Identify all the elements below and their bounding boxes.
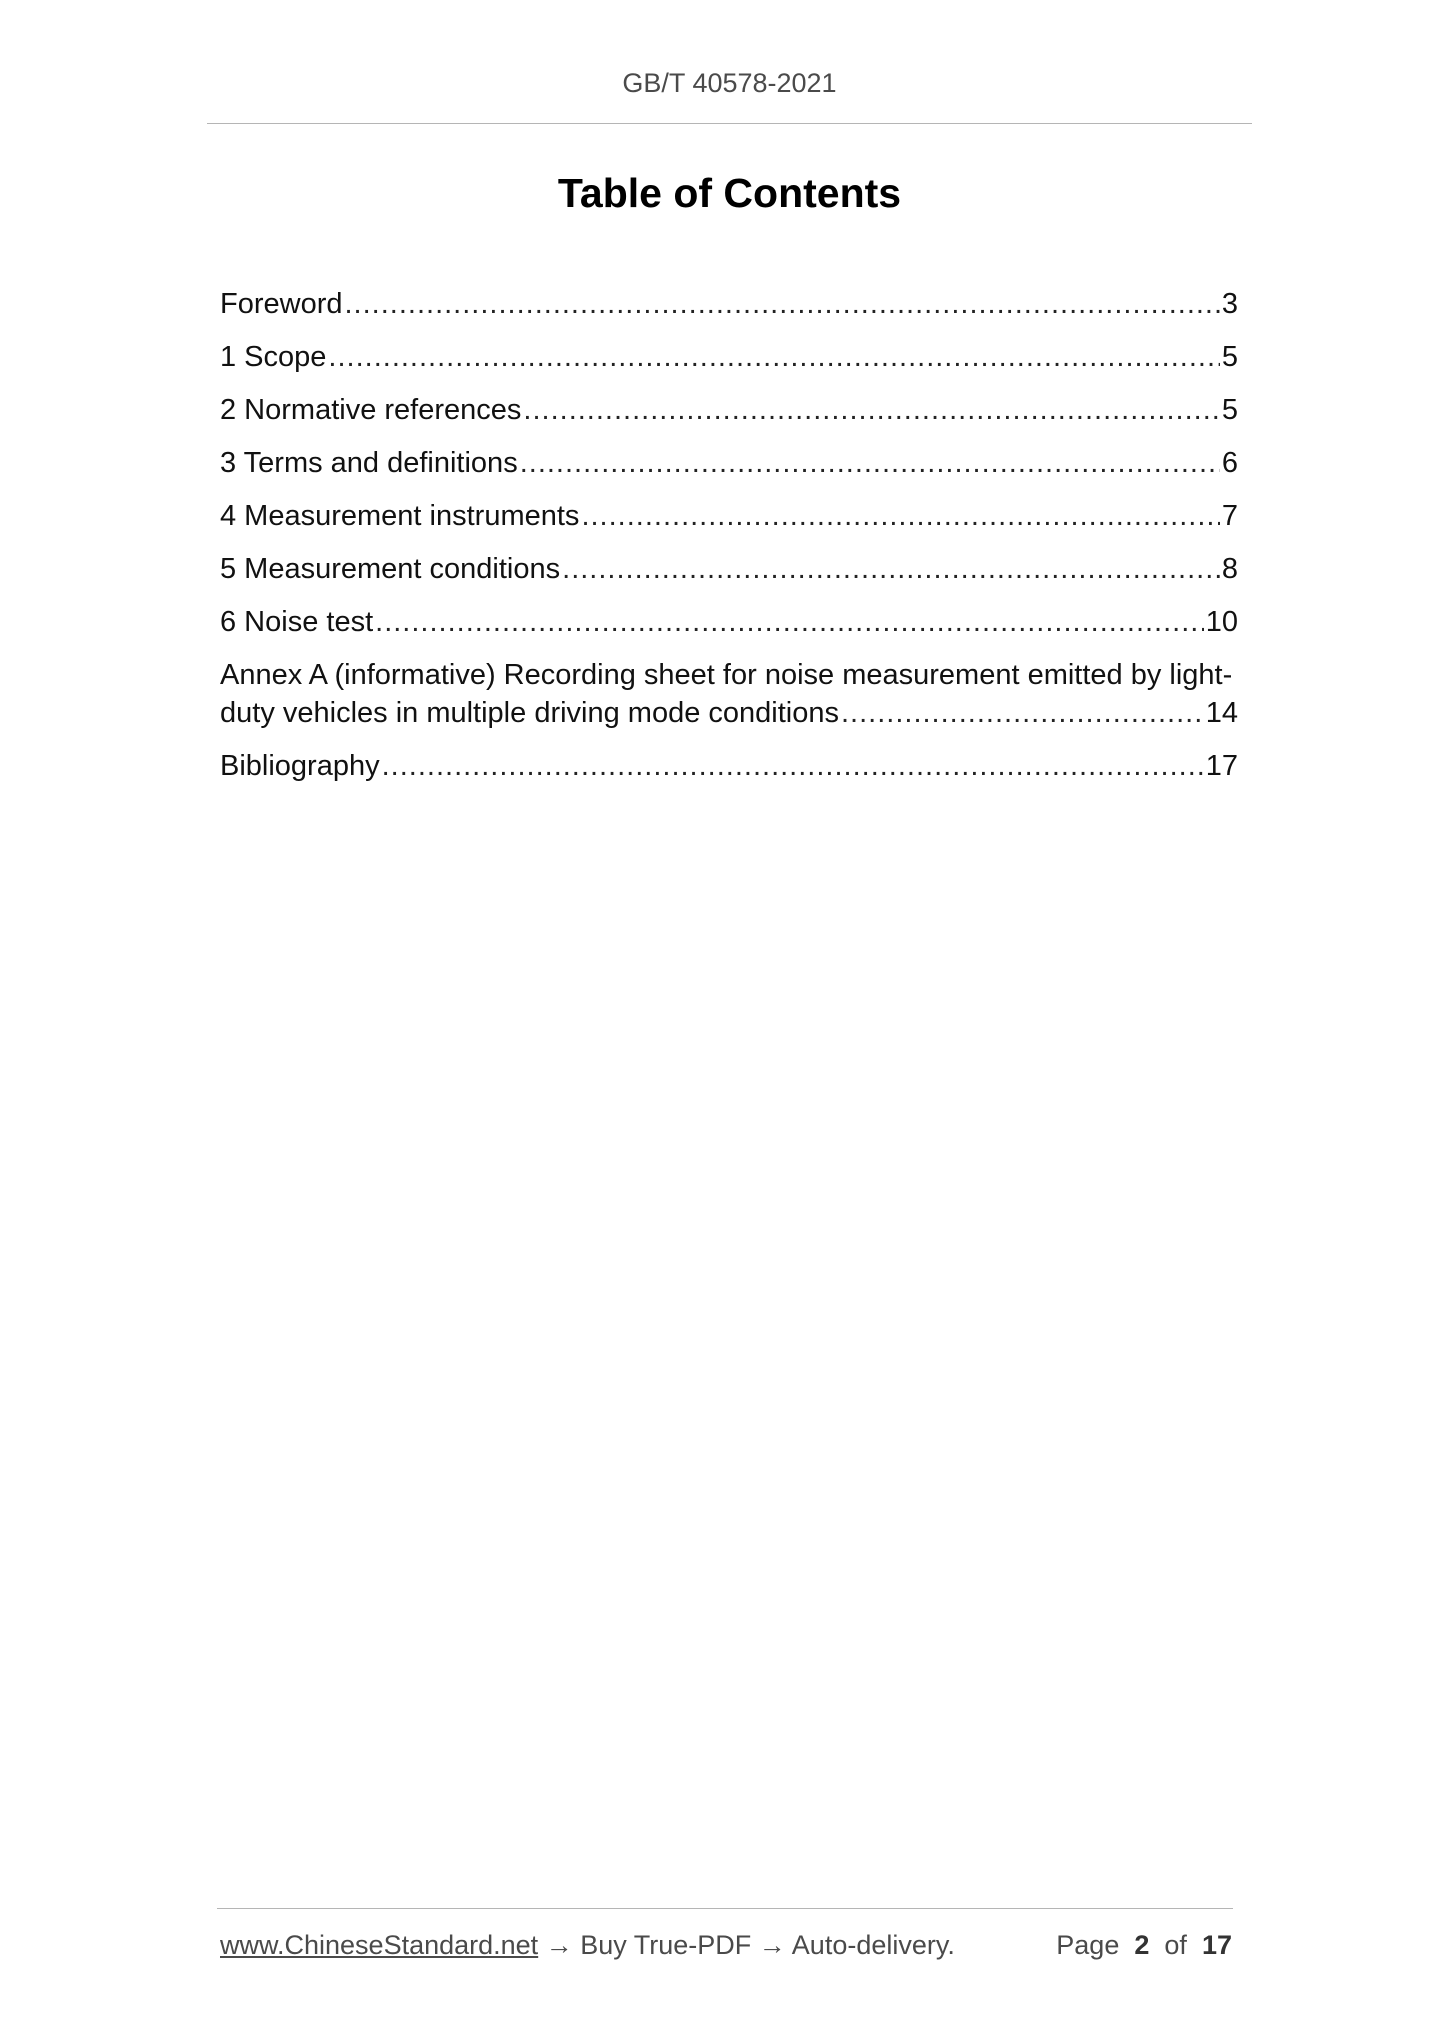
- dot-leader: [382, 747, 1204, 785]
- dot-leader: [562, 550, 1220, 588]
- dot-leader: [841, 694, 1204, 732]
- toc-entry-foreword[interactable]: [220, 285, 1238, 338]
- toc-entry-page: 7: [1221, 500, 1238, 532]
- dot-leader: [345, 285, 1220, 323]
- page-number: [1056, 1930, 1232, 1961]
- toc-entry-page: 5: [1221, 394, 1238, 426]
- footer-promo: [220, 1930, 955, 1961]
- page-total: 17: [1201, 1930, 1232, 1960]
- toc-entry-label: 3 Terms and definitions: [220, 447, 518, 479]
- website-link[interactable]: www.ChineseStandard.net: [220, 1930, 539, 1960]
- toc-entry-page: 14: [1205, 697, 1238, 729]
- toc-entry-label-line1: Annex A (informative) Recording sheet for noise measurement emitted by light-: [220, 659, 1233, 691]
- toc-entry-page: 10: [1205, 606, 1238, 638]
- footer-divider: [217, 1908, 1233, 1909]
- arrow-right-icon: →: [545, 1930, 573, 1960]
- toc-entry-label: Foreword: [220, 288, 343, 320]
- arrow-right-icon: →: [758, 1930, 786, 1960]
- page-footer: [220, 1930, 1232, 1970]
- toc-entry-scope[interactable]: [220, 338, 1238, 391]
- page-title: Table of Contents: [557, 170, 902, 216]
- header-divider: [207, 123, 1252, 124]
- toc-entry-label-line2: duty vehicles in multiple driving mode conditions: [220, 697, 839, 729]
- toc-entry-label: 2 Normative references: [220, 394, 522, 426]
- dot-leader: [520, 444, 1220, 482]
- toc-entry-label: Bibliography: [220, 750, 380, 782]
- dot-leader: [375, 603, 1204, 641]
- document-header: GB/T 40578-2021: [622, 68, 837, 98]
- toc-entry-page: 6: [1221, 447, 1238, 479]
- page-word: Page: [1056, 1930, 1120, 1960]
- toc-entry-page: 5: [1221, 341, 1238, 373]
- toc-entry-annex-a[interactable]: [220, 656, 1238, 732]
- dot-leader: [523, 391, 1219, 429]
- dot-leader: [581, 497, 1219, 535]
- toc-entry-label: 4 Measurement instruments: [220, 500, 580, 532]
- of-word: of: [1164, 1930, 1187, 1960]
- toc-entry-terms-and-definitions[interactable]: [220, 444, 1238, 497]
- toc-entry-measurement-conditions[interactable]: [220, 550, 1238, 603]
- page-current: 2: [1134, 1930, 1150, 1960]
- toc-entry-measurement-instruments[interactable]: [220, 497, 1238, 550]
- toc-entry-label: 5 Measurement conditions: [220, 553, 561, 585]
- toc-entry-label: 6 Noise test: [220, 606, 374, 638]
- toc-entry-page: 8: [1221, 553, 1238, 585]
- toc-entry-label: 1 Scope: [220, 341, 327, 373]
- toc-entry-page: 17: [1205, 750, 1238, 782]
- toc-entry-normative-references[interactable]: [220, 391, 1238, 444]
- toc-entry-bibliography[interactable]: [220, 747, 1238, 800]
- delivery-text: Auto-delivery.: [791, 1930, 955, 1960]
- buy-text: Buy True-PDF: [580, 1930, 752, 1960]
- toc-entry-page: 3: [1221, 288, 1238, 320]
- toc-entry-noise-test[interactable]: [220, 603, 1238, 656]
- dot-leader: [328, 338, 1219, 376]
- table-of-contents: [220, 285, 1238, 800]
